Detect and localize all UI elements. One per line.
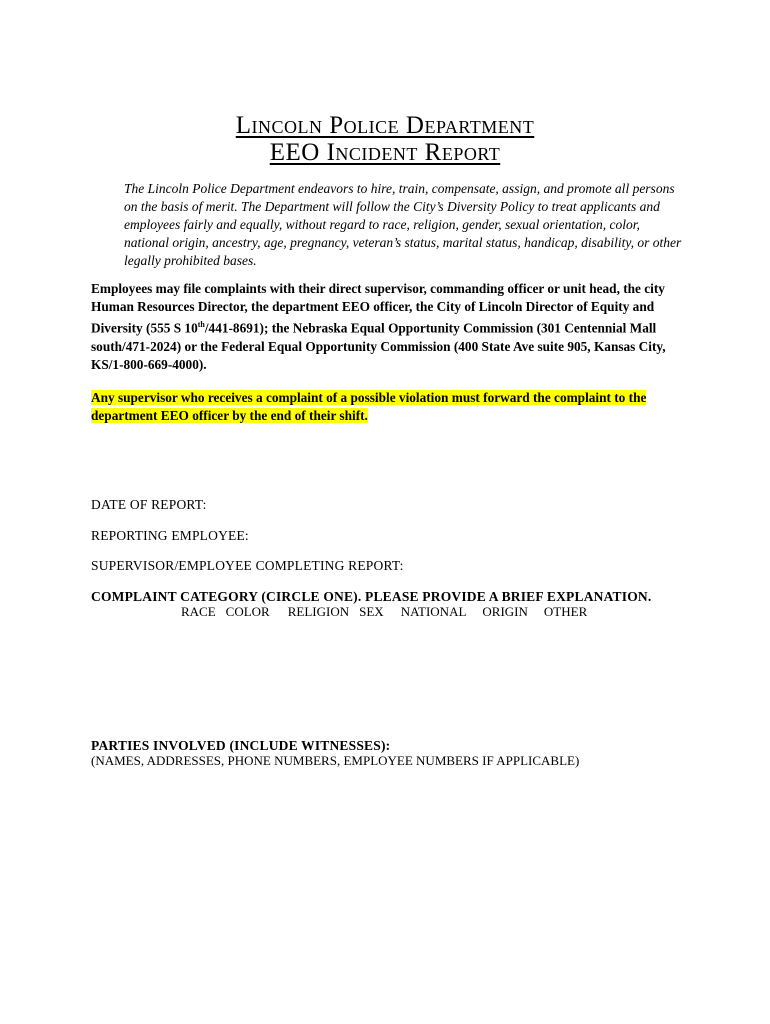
category-option-religion[interactable]: RELIGION <box>287 604 350 619</box>
supervisor-note-paragraph <box>91 389 691 425</box>
complaint-contacts-paragraph <box>91 280 691 374</box>
date-of-report-label: DATE OF REPORT: <box>91 497 207 512</box>
category-options <box>181 604 587 620</box>
report-title-line1: Lincoln Police Department <box>235 112 535 139</box>
ordinal-suffix: th <box>197 320 205 330</box>
supervisor-completing-label: SUPERVISOR/EMPLOYEE COMPLETING REPORT: <box>91 558 404 573</box>
intro-paragraph: The Lincoln Police Department endeavors to hire, train, compensate, assign, and promote all persons on the basis of merit. The Department will follow the City’s Diversity Policy to treat applicants and employees fairly and equally, without regard to race, religion, gender, sexual orientation, color, national origin, ancestry, age, pregnancy, veteran’s status, marital status, handicap, disability, or other legally prohibited bases. <box>124 181 682 268</box>
complaint-category-label: COMPLAINT CATEGORY (CIRCLE ONE). PLEASE PROVIDE A BRIEF EXPLANATION. <box>91 589 652 604</box>
complaint-contacts-part2: /441-8691); the Nebraska Equal Opportunity Commission (301 Centennial Mall south/471-2024) or the Federal Equal Opportunity Commission (400 State Ave suite 905, Kansas City, KS/1-800-669-4000). <box>91 320 666 373</box>
reporting-employee-label: REPORTING EMPLOYEE: <box>91 528 249 543</box>
complaint-contacts-part1: Employees may file complaints with their direct supervisor, commanding officer or unit head, the city Human Resources Director, the department EEO officer, the City of Lincoln Director of Equity and Diversity (555 S 10 <box>91 281 665 336</box>
supervisor-note-highlight: Any supervisor who receives a complaint of a possible violation must forward the complaint to the department EEO officer by the end of their shift. <box>91 390 647 424</box>
parties-involved-hint: (NAMES, ADDRESSES, PHONE NUMBERS, EMPLOYEE NUMBERS IF APPLICABLE) <box>91 753 580 768</box>
category-option-sex[interactable]: SEX <box>359 604 384 619</box>
category-option-race[interactable]: RACE <box>181 604 216 619</box>
report-title-line2: EEO Incident Report <box>269 139 501 166</box>
category-option-national[interactable]: NATIONAL <box>400 604 467 619</box>
category-option-other[interactable]: OTHER <box>543 604 588 619</box>
category-option-origin[interactable]: ORIGIN <box>482 604 528 619</box>
category-option-color[interactable]: COLOR <box>225 604 270 619</box>
parties-involved-label: PARTIES INVOLVED (INCLUDE WITNESSES): <box>91 738 391 753</box>
